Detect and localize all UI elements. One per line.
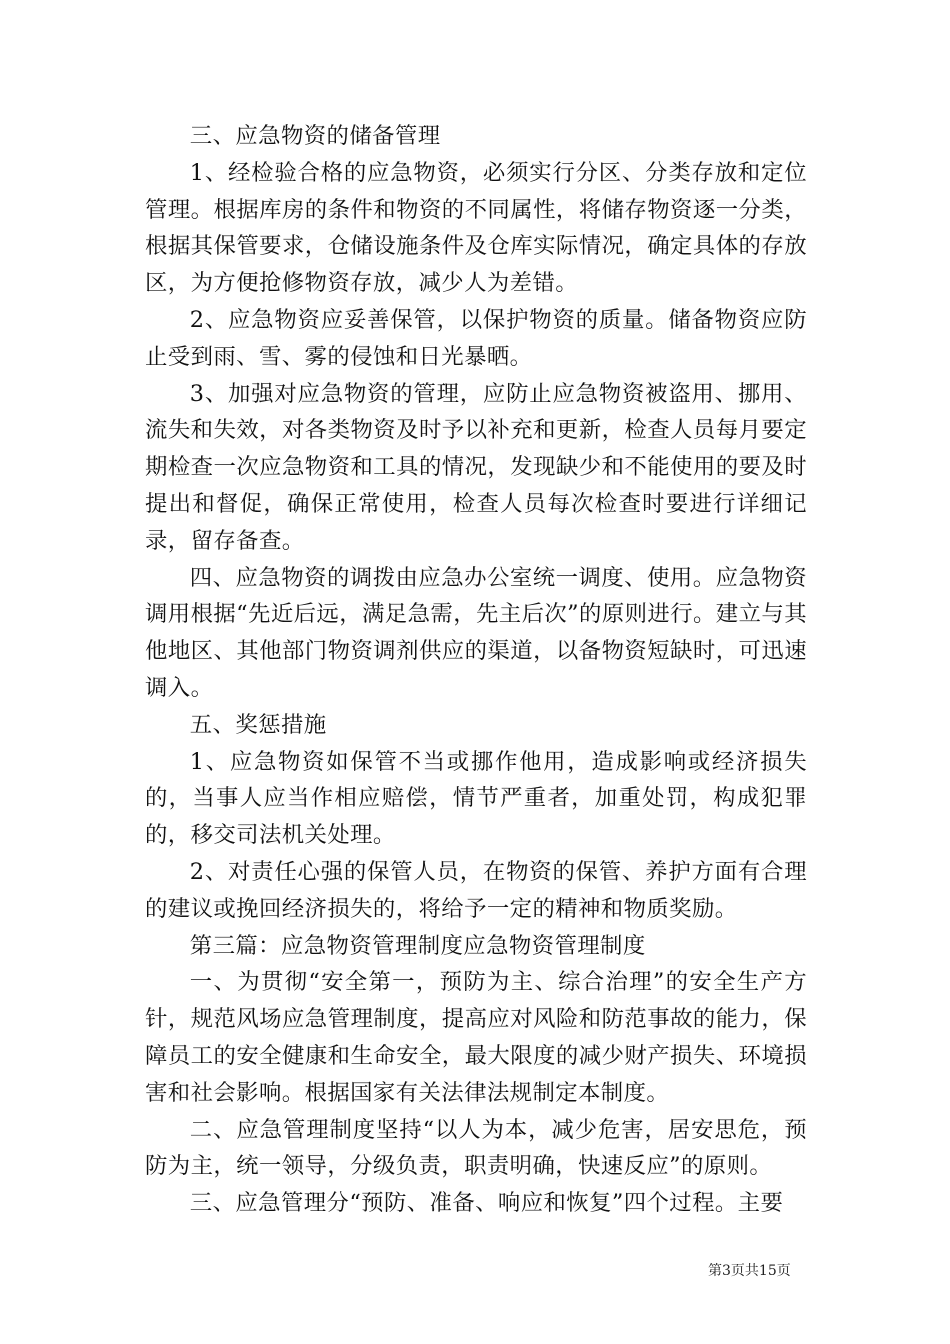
document-body: [145, 118, 807, 1222]
paragraph-rewards-1: 1、应急物资如保管不当或挪作他用，造成影响或经济损失的，当事人应当作相应赔偿，情节严重者，加重处罚，构成犯罪的，移交司法机关处理。: [145, 748, 807, 849]
paragraph-storage-1: 1、经检验合格的应急物资，必须实行分区、分类存放和定位管理。根据库房的条件和物资的不同属性，将储存物资逐一分类，根据其保管要求，仓储设施条件及仓库实际情况，确定具体的存放区，为方便抢修物资存放，减少人为差错。: [145, 159, 807, 297]
section-heading-rewards: 五、奖惩措施: [189, 711, 327, 738]
page-number: 第3页共15页: [708, 1263, 791, 1279]
paragraph-principles: 二、应急管理制度坚持“以人为本，减少危害，居安思危，预防为主，统一领导，分级负责，职责明确，快速反应”的原则。: [145, 1116, 807, 1180]
chapter-heading-third: 第三篇：应急物资管理制度应急物资管理制度: [189, 932, 646, 959]
paragraph-storage-2: 2、应急物资应妥善保管，以保护物资的质量。储备物资应防止受到雨、雪、雾的侵蚀和日光暴晒。: [145, 306, 807, 370]
paragraph-rewards-2: 2、对责任心强的保管人员，在物资的保管、养护方面有合理的建议或挽回经济损失的，将给予一定的精神和物质奖励。: [145, 858, 807, 922]
paragraph-purpose: 一、为贯彻“安全第一，预防为主、综合治理”的安全生产方针，规范风场应急管理制度，提高应对风险和防范事故的能力，保障员工的安全健康和生命安全，最大限度的减少财产损失、环境损害和社会影响。根据国家有关法律法规制定本制度。: [145, 969, 807, 1106]
paragraph-process: 三、应急管理分“预防、准备、响应和恢复”四个过程。主要: [189, 1190, 784, 1217]
paragraph-storage-3: 3、加强对应急物资的管理，应防止应急物资被盗用、挪用、流失和失效，对各类物资及时予以补充和更新，检查人员每月要定期检查一次应急物资和工具的情况，发现缺少和不能使用的要及时提出和督促，确保正常使用，检查人员每次检查时要进行详细记录，留存备查。: [145, 380, 807, 554]
paragraph-allocation: 四、应急物资的调拨由应急办公室统一调度、使用。应急物资调用根据“先近后远，满足急需，先主后次”的原则进行。建立与其他地区、其他部门物资调剂供应的渠道，以备物资短缺时，可迅速调入。: [145, 564, 807, 701]
section-heading-storage: 三、应急物资的储备管理: [189, 123, 441, 149]
